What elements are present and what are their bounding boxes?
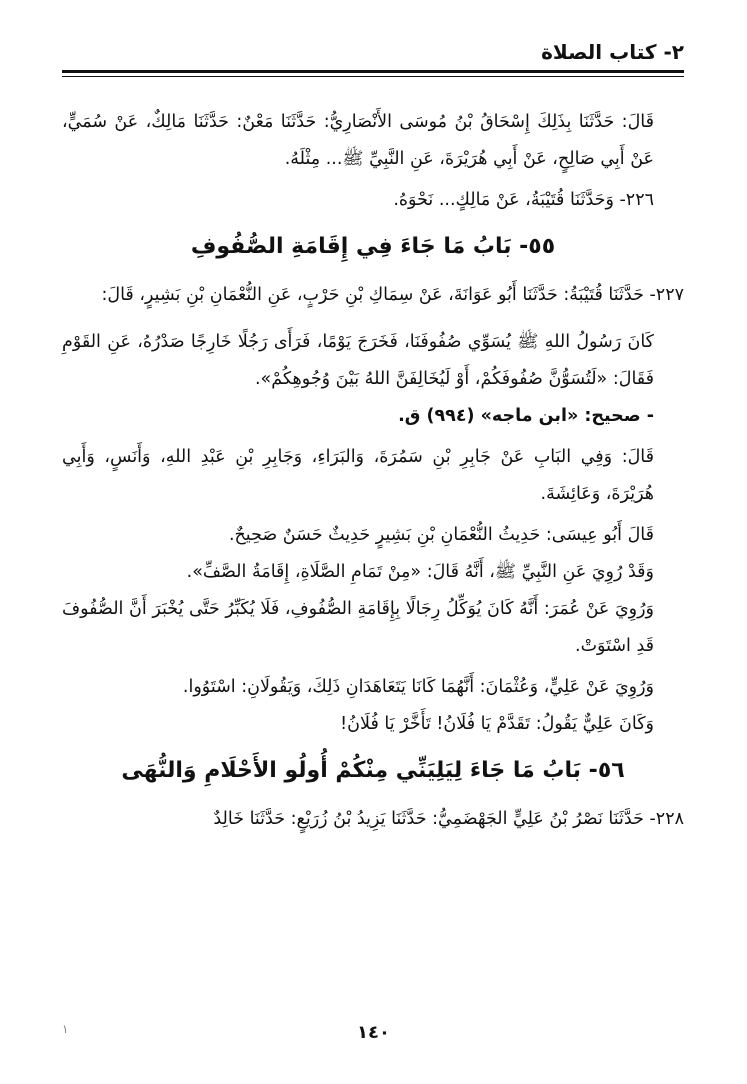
paragraph-in-chapter: قَالَ: وَفِي البَابِ عَنْ جَابِرِ بْنِ سَمُرَةَ، وَالبَرَاءِ، وَجَابِرِ بْنِ عَبْدِ اللهِ، وَأَنَسٍ، وَأَبِي هُرَيْرَةَ، وَعَائِشَةَ. — [62, 447, 654, 504]
header-rule-thin — [62, 76, 684, 77]
paragraph-abu-isa: قَالَ أَبُو عِيسَى: حَدِيثُ النُّعْمَانِ بْنِ بَشِيرٍ حَدِيثٌ حَسَنٌ صَحِيحٌ. — [228, 525, 654, 545]
page-body — [62, 104, 684, 838]
hadith-228: ٢٢٨- حَدَّثَنَا نَصْرُ بْنُ عَلِيٍّ الجَهْضَمِيُّ: حَدَّثَنَا يَزِيدُ بْنُ زُرَيْعٍ: حَدَّثَنَا خَالِدٌ — [213, 809, 684, 829]
paragraph-umar: وَرُوِيَ عَنْ عُمَرَ: أَنَّهُ كَانَ يُوَكِّلُ رِجَالًا بِإِقَامَةِ الصُّفُوفِ، فَلَا يُكَبِّرُ حَتَّى يُخْبَرَ أَنَّ الصُّفُوفَ قَدِ اسْتَوَتْ. — [62, 599, 654, 656]
paragraph-ali-uthman: وَرُوِيَ عَنْ عَلِيٍّ، وَعُثْمَانَ: أَنَّهُمَا كَانَا يَتَعَاهَدَانِ ذَلِكَ، وَيَقُولَانِ: اسْتَوُوا. — [182, 677, 654, 697]
page-number: ١٤٠ — [357, 1022, 390, 1043]
header-rule-thick — [62, 70, 684, 73]
grading-note: - صحيح: «ابن ماجه» (٩٩٤) ق. — [398, 406, 654, 426]
running-header — [62, 40, 684, 74]
hadith-227-chain: ٢٢٧- حَدَّثَنَا قُتَيْبَةُ: حَدَّثَنَا أَبُو عَوَانَةَ، عَنْ سِمَاكِ بْنِ حَرْبٍ، عَنِ النُّعْمَانِ بْنِ بَشِيرٍ، قَالَ: — [101, 285, 684, 305]
section-heading-56: ٥٦- بَابُ مَا جَاءَ لِيَلِيَنِّي مِنْكُمْ أُولُو الأَحْلَامِ وَالنُّهَى — [121, 758, 625, 783]
paragraph-ali: وَكَانَ عَلِيٌّ يَقُولُ: تَقَدَّمْ يَا فُلَانُ! تَأَخَّرْ يَا فُلَانُ! — [340, 714, 654, 734]
hadith-227-text: كَانَ رَسُولُ اللهِ ﷺ يُسَوِّي صُفُوفَنَا، فَخَرَجَ يَوْمًا، فَرَأَى رَجُلًا خَارِجًا صَدْرُهُ، عَنِ القَوْمِ فَقَالَ: «لَتُسَوُّنَّ صُفُوفَكُمْ، أَوْ لَيُخَالِفَنَّ اللهُ بَيْنَ وُجُوهِكُمْ». — [62, 332, 654, 389]
section-heading-55: ٥٥- بَابُ مَا جَاءَ فِي إِقَامَةِ الصُّفُوفِ — [190, 234, 556, 259]
paragraph-chain: قَالَ: حَدَّثَنَا بِذَلِكَ إِسْحَاقُ بْنُ مُوسَى الأَنْصَارِيُّ: حَدَّثَنَا مَعْنٌ: حَدَّثَنَا مَالِكٌ، عَنْ سُمَيٍّ، عَنْ أَبِي صَالِحٍ، عَنْ أَبِي هُرَيْرَةَ، عَنِ النَّبِيِّ ﷺ... مِثْلَهُ. — [62, 112, 654, 169]
paragraph-narration: وَقَدْ رُوِيَ عَنِ النَّبِيِّ ﷺ، أَنَّهُ قَالَ: «مِنْ تَمَامِ الصَّلَاةِ، إِقَامَةُ الصَّفِّ». — [186, 562, 654, 582]
chapter-title: ٢- كتاب الصلاة — [541, 40, 684, 64]
hadith-226: ٢٢٦- وَحَدَّثَنَا قُتَيْبَةُ، عَنْ مَالِكٍ... نَحْوَهُ. — [393, 190, 654, 210]
corner-mark: ١ — [62, 1022, 69, 1036]
